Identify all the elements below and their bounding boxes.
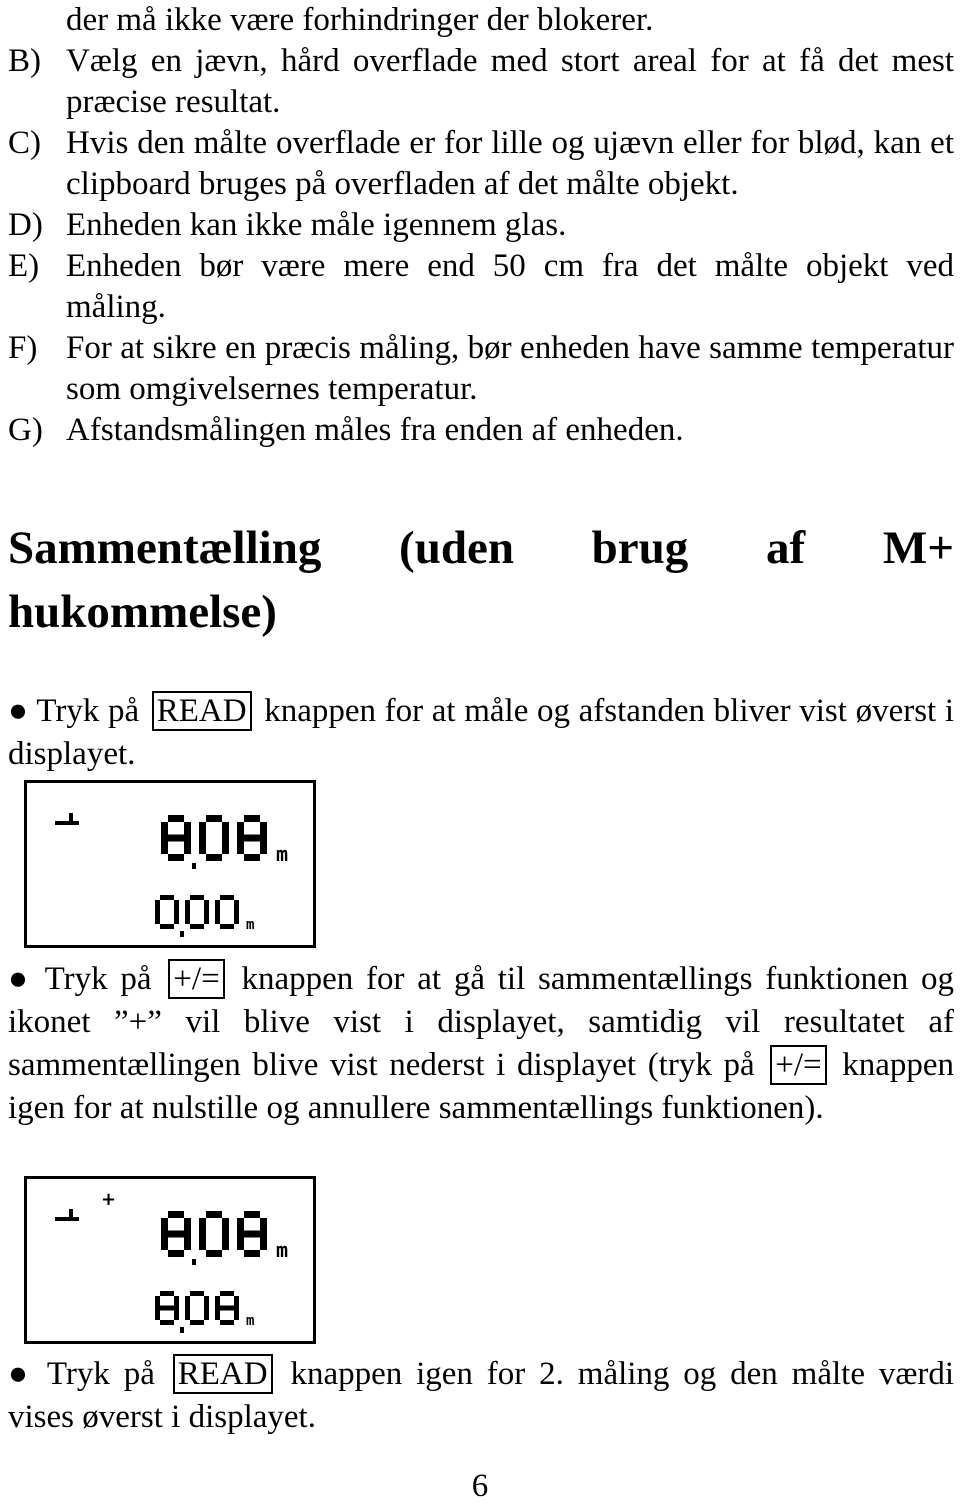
list-text: Vælg en jævn, hård overflade med stort areal for at få det mest præcise resultat. — [66, 43, 954, 120]
lcd-segment — [155, 912, 160, 924]
lcd-segment — [185, 1296, 190, 1308]
lcd-segment — [160, 1291, 174, 1296]
lcd-segment — [204, 912, 209, 924]
lcd-segment — [168, 835, 184, 842]
list-text: Enheden bør være mere end 50 cm fra det målte objekt ved måling. — [66, 248, 954, 325]
lcd-segment — [155, 1296, 160, 1308]
lcd-segment — [206, 854, 222, 861]
lcd-segment — [237, 1218, 244, 1234]
list-letter: B) — [8, 43, 41, 79]
laser-icon-base — [55, 1217, 79, 1221]
lcd-segment — [190, 924, 204, 929]
lcd-segment — [260, 838, 267, 854]
lcd-segment — [190, 895, 204, 900]
lcd-segment — [234, 1308, 239, 1320]
lcd-segment — [160, 924, 174, 929]
lcd-segment — [174, 912, 179, 924]
lcd-readout — [155, 1291, 254, 1333]
lcd-segment — [220, 895, 234, 900]
lcd-segment — [215, 900, 220, 912]
lcd-segment — [237, 1234, 244, 1250]
lcd-segment — [184, 838, 191, 854]
lcd-segment — [220, 1306, 234, 1311]
laser-device-icon — [55, 1209, 79, 1221]
laser-device-icon — [55, 813, 79, 825]
lcd-readout — [161, 815, 288, 869]
lcd-segment — [174, 900, 179, 912]
instruction-text: Tryk på — [36, 693, 140, 729]
lcd-segment — [185, 1308, 190, 1320]
lcd-segment — [237, 822, 244, 838]
list-item-g — [8, 410, 954, 451]
lcd-segment — [260, 1234, 267, 1250]
lcd-segment — [168, 1250, 184, 1257]
plus-equals-key-label: +/= — [168, 959, 224, 999]
lcd-readout — [155, 895, 254, 937]
lcd-segment — [244, 854, 260, 861]
lcd-segment — [222, 1218, 229, 1234]
lcd-segment — [184, 1218, 191, 1234]
heading-line-2: hukommelse) — [8, 586, 277, 638]
lcd-unit: m — [276, 1238, 289, 1262]
heading-word: M+ — [882, 522, 954, 574]
lcd-segment — [222, 822, 229, 838]
lcd-display-2 — [24, 1176, 316, 1344]
lcd-segment — [160, 895, 174, 900]
lcd-decimal-point — [192, 1259, 196, 1265]
bullet: ● — [8, 1356, 34, 1392]
instruction-text: Tryk på — [46, 1356, 155, 1392]
lcd-segment — [168, 1211, 184, 1218]
lcd-segment — [190, 1320, 204, 1325]
lcd-unit: m — [246, 917, 255, 933]
section-heading — [8, 516, 954, 644]
lcd-segment — [244, 815, 260, 822]
instruction-text: Tryk på — [44, 961, 152, 997]
list-item-b — [8, 41, 954, 123]
lcd-segment — [206, 1250, 222, 1257]
lcd-segment — [244, 1211, 260, 1218]
instruction-text: knappen igen for 2. måling og den målte værdi vises øverst i displayet. — [8, 1356, 955, 1435]
laser-icon-stem — [69, 1209, 73, 1218]
lcd-decimal-point — [180, 931, 184, 937]
list-letter: D) — [8, 207, 43, 243]
lcd-segment — [185, 912, 190, 924]
list-text: Enheden kan ikke måle igennem glas. — [66, 207, 567, 243]
lcd-segment — [185, 900, 190, 912]
lcd-segment — [244, 1250, 260, 1257]
instruction-paragraph-3 — [8, 1353, 954, 1439]
instruction-paragraph-1 — [8, 690, 954, 776]
lcd-segment — [184, 1234, 191, 1250]
list-letter: E) — [8, 248, 40, 284]
laser-icon-stem — [69, 813, 73, 822]
lcd-segment — [215, 912, 220, 924]
lcd-segment — [234, 912, 239, 924]
lcd-segment — [190, 1291, 204, 1296]
lcd-segment — [199, 822, 206, 838]
lcd-segment — [161, 1234, 168, 1250]
lcd-segment — [206, 815, 222, 822]
lcd-segment — [160, 1320, 174, 1325]
instruction-paragraph-2 — [8, 958, 954, 1130]
list-text: Afstandsmålingen måles fra enden af enheden. — [66, 412, 684, 448]
instruction-text: knappen igen for at nulstille og annullere sammentællings funktionen). — [8, 1047, 955, 1126]
lcd-segment — [244, 1231, 260, 1238]
list-item-f — [8, 328, 954, 410]
page-number: 6 — [471, 1468, 489, 1504]
lcd-segment — [168, 854, 184, 861]
lcd-segment — [199, 1234, 206, 1250]
bullet: ● — [8, 693, 29, 729]
list-item-continuation — [8, 0, 954, 41]
read-key-label: READ — [173, 1354, 273, 1394]
lcd-unit: m — [246, 1313, 255, 1329]
lcd-segment — [204, 1308, 209, 1320]
heading-word: (uden — [399, 522, 514, 574]
instruction-text: knappen for at måle og afstanden bliver vist øverst i displayet. — [8, 693, 955, 772]
lcd-segment — [155, 900, 160, 912]
lcd-segment — [204, 1296, 209, 1308]
lcd-decimal-point — [180, 1327, 184, 1333]
lcd-segment — [199, 838, 206, 854]
lcd-segment — [155, 1308, 160, 1320]
lcd-segment — [234, 1296, 239, 1308]
list-letter: C) — [8, 125, 41, 161]
lcd-segment — [234, 900, 239, 912]
lcd-segment — [260, 1218, 267, 1234]
heading-word: brug — [591, 522, 689, 574]
lcd-readout — [161, 1211, 288, 1265]
list-letter: F) — [8, 330, 38, 366]
lcd-decimal-point — [192, 863, 196, 869]
bullet: ● — [8, 961, 33, 997]
lcd-segment — [222, 838, 229, 854]
lcd-segment — [215, 1308, 220, 1320]
laser-icon-base — [55, 821, 79, 825]
list-text: For at sikre en præcis måling, bør enheden have samme temperatur som omgivelsernes temperatur. — [66, 330, 954, 407]
lcd-segment — [161, 1218, 168, 1234]
list-text: der må ikke være forhindringer der blokerer. — [66, 2, 654, 38]
read-key-label: READ — [152, 691, 252, 731]
lcd-segment — [160, 1306, 174, 1311]
lcd-segment — [174, 1296, 179, 1308]
lcd-segment — [222, 1234, 229, 1250]
list-item-c — [8, 123, 954, 205]
lcd-unit: m — [276, 842, 289, 866]
list-item-d — [8, 205, 954, 246]
lcd-segment — [220, 1291, 234, 1296]
plus-equals-key-label: +/= — [770, 1045, 826, 1085]
lcd-segment — [161, 838, 168, 854]
lcd-segment — [206, 1211, 222, 1218]
plus-icon: + — [101, 1189, 117, 1210]
lcd-segment — [215, 1296, 220, 1308]
lcd-segment — [174, 1308, 179, 1320]
heading-word: af — [766, 522, 806, 574]
lcd-segment — [244, 835, 260, 842]
lcd-display-graphic — [27, 783, 313, 945]
lcd-segment — [220, 1320, 234, 1325]
heading-word: Sammentælling — [8, 522, 322, 574]
lcd-segment — [237, 838, 244, 854]
lcd-segment — [184, 822, 191, 838]
list-item-e — [8, 246, 954, 328]
lcd-segment — [161, 822, 168, 838]
list-letter: G) — [8, 412, 43, 448]
lcd-segment — [168, 815, 184, 822]
lcd-segment — [199, 1218, 206, 1234]
lcd-segment — [220, 924, 234, 929]
lcd-segment — [260, 822, 267, 838]
list-text: Hvis den målte overflade er for lille og ujævn eller for blød, kan et clipboard bruges på overfladen af det målte objekt. — [66, 125, 954, 202]
lcd-display-1 — [24, 780, 316, 948]
heading-line-1 — [8, 516, 954, 580]
instruction-text: knappen for at gå til sammentællings funktionen og ikonet ”+” vil blive vist i displayet, samtidig vil resultatet af sammentællingen blive vist nederst i displayet (tryk på — [8, 961, 955, 1083]
lcd-segment — [204, 900, 209, 912]
lcd-display-graphic — [27, 1179, 313, 1341]
lcd-segment — [168, 1231, 184, 1238]
